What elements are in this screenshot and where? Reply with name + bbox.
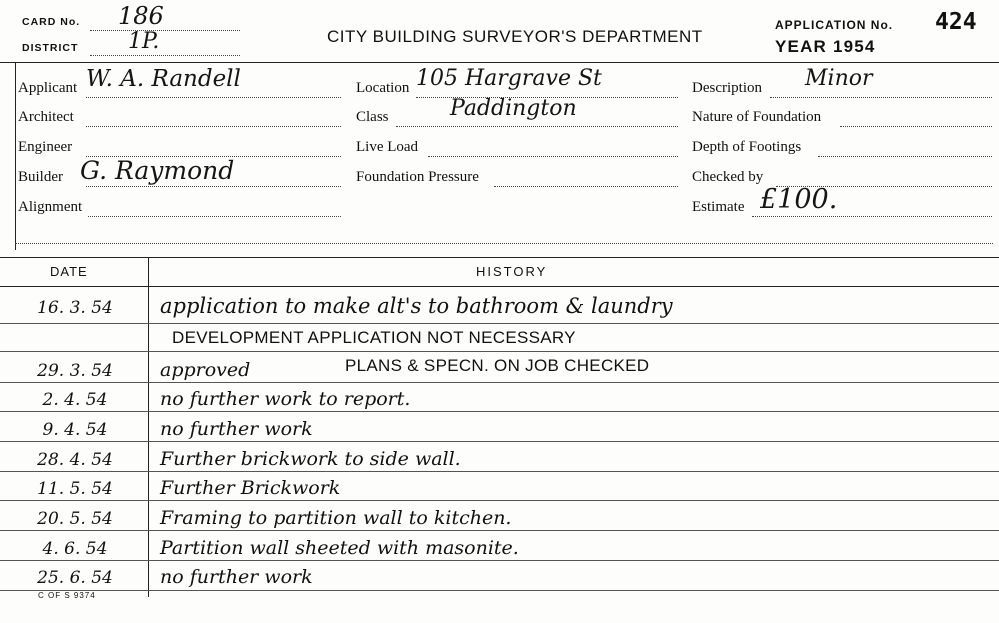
location-value: 105 Hargrave St [416, 66, 602, 91]
history-row-divider [0, 590, 999, 591]
application-no-label: APPLICATION No. [775, 18, 894, 32]
fields-left-border [15, 62, 16, 250]
description-value: Minor [805, 66, 873, 91]
history-row-text: Framing to partition wall to kitchen. [160, 507, 512, 529]
class-value: Paddington [450, 96, 577, 121]
alignment-label: Alignment [18, 199, 83, 215]
history-row-date: 11. 5. 54 [37, 479, 113, 499]
live-load-dotted-line [428, 156, 678, 157]
year-label: YEAR 1954 [775, 37, 876, 56]
applicant-label: Applicant [18, 80, 78, 96]
history-header-divider [0, 286, 999, 287]
form-code: C OF S 9374 [38, 591, 96, 600]
estimate-label: Estimate [692, 199, 745, 215]
history-stamp-text: PLANS & SPECN. ON JOB CHECKED [345, 356, 650, 375]
history-column-header: HISTORY [476, 264, 548, 279]
depth-of-footings-dotted-line [818, 156, 992, 157]
card-no-dotted-line [90, 30, 240, 31]
history-row-text: Partition wall sheeted with masonite. [160, 537, 519, 559]
history-row-divider [0, 500, 999, 501]
estimate-value: £100. [760, 184, 838, 215]
architect-dotted-line [86, 126, 341, 127]
history-row-divider [0, 411, 999, 412]
history-row-date: 29. 3. 54 [37, 361, 113, 381]
history-row-text: approved [160, 359, 251, 381]
date-column-header: DATE [50, 264, 88, 279]
history-row-text: Further brickwork to side wall. [160, 448, 461, 470]
history-row-date: 28. 4. 54 [37, 450, 113, 470]
estimate-dotted-line [752, 216, 992, 217]
history-stamp-text: DEVELOPMENT APPLICATION NOT NECESSARY [172, 328, 576, 347]
history-row-date: 9. 4. 54 [42, 420, 108, 440]
history-row-divider [0, 382, 999, 383]
description-label: Description [692, 80, 762, 96]
depth-of-footings-label: Depth of Footings [692, 139, 802, 155]
history-row-text: application to make alt's to bathroom & laundry [160, 294, 673, 318]
date-column-divider [148, 257, 149, 597]
live-load-label: Live Load [356, 139, 419, 155]
architect-label: Architect [18, 109, 74, 125]
description-dotted-line [770, 97, 992, 98]
nature-of-foundation-label: Nature of Foundation [692, 109, 822, 125]
application-no-value: 424 [935, 9, 977, 35]
history-row-text: no further work [160, 418, 313, 440]
history-row-divider [0, 530, 999, 531]
class-dotted-line [396, 126, 678, 127]
history-row-date: 25. 6. 54 [37, 568, 113, 588]
history-row-date: 2. 4. 54 [42, 390, 108, 410]
foundation-pressure-label: Foundation Pressure [356, 169, 479, 185]
builder-label: Builder [18, 169, 63, 185]
history-row-divider [0, 471, 999, 472]
class-label: Class [356, 109, 389, 125]
history-row-divider [0, 441, 999, 442]
checked-by-label: Checked by [692, 169, 764, 185]
builder-dotted-line [86, 186, 341, 187]
history-row-date: 4. 6. 54 [42, 539, 108, 559]
builder-value: G. Raymond [80, 156, 235, 185]
engineer-label: Engineer [18, 139, 73, 155]
applicant-value: W. A. Randell [86, 66, 241, 92]
history-row-date: 16. 3. 54 [37, 298, 113, 318]
history-row-divider [0, 560, 999, 561]
alignment-dotted-line [88, 216, 341, 217]
district-label: DISTRICT [22, 42, 79, 54]
district-dotted-line [90, 55, 240, 56]
card-no-label: CARD No. [22, 16, 81, 28]
location-label: Location [356, 80, 410, 96]
fields-bottom-dotted-line [15, 243, 993, 244]
foundation-pressure-dotted-line [494, 186, 678, 187]
history-row-text: no further work to report. [160, 388, 411, 410]
nature-of-foundation-dotted-line [840, 126, 992, 127]
district-value: 1P. [128, 29, 160, 54]
card-no-value: 186 [118, 2, 164, 30]
department-title: CITY BUILDING SURVEYOR'S DEPARTMENT [327, 27, 703, 46]
history-row-date: 20. 5. 54 [37, 509, 113, 529]
history-row-divider [0, 351, 999, 352]
header-divider [0, 62, 999, 63]
history-row-text: no further work [160, 566, 313, 588]
history-top-border [0, 257, 999, 258]
applicant-dotted-line [86, 97, 341, 98]
history-row-divider [0, 323, 999, 324]
history-row-text: Further Brickwork [160, 477, 341, 499]
